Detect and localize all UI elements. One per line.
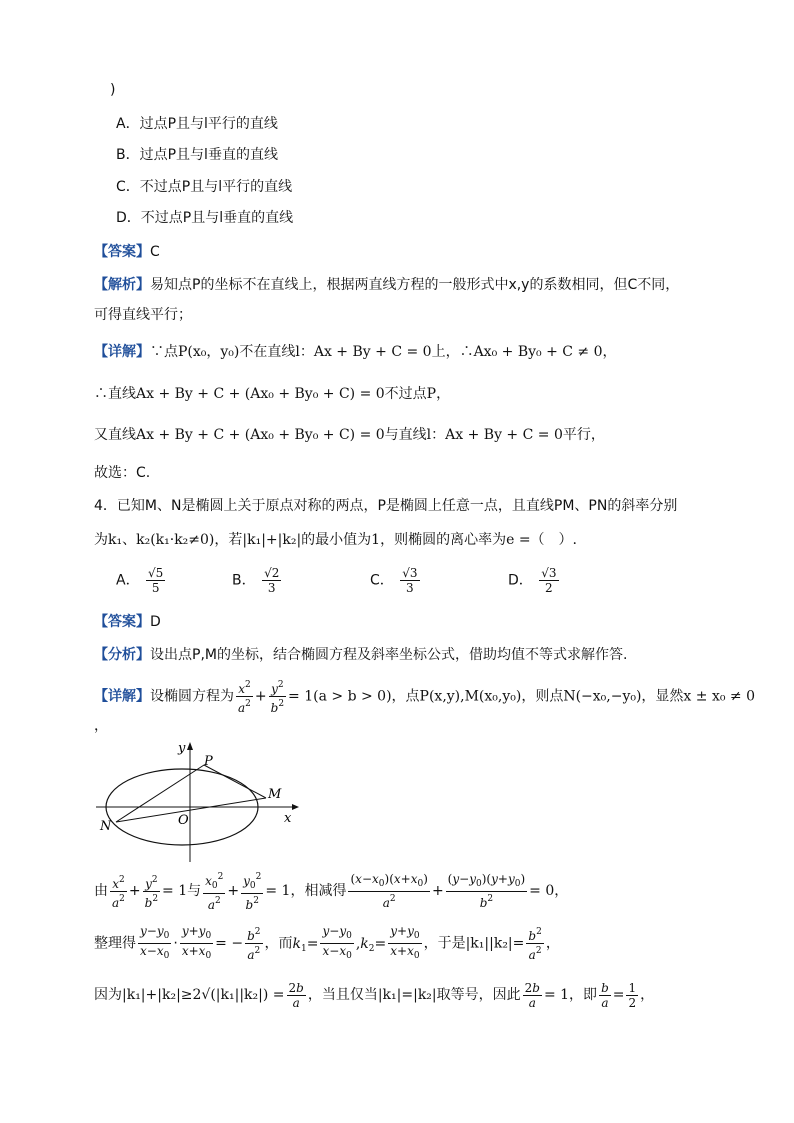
q4-stem-1: 4．已知M、N是椭圆上关于原点对称的两点，P是椭圆上任意一点，且直线PM、PN的斜率分别 — [94, 498, 678, 514]
label-y: y — [178, 741, 186, 756]
label-n: N — [100, 819, 112, 834]
label-x: x — [284, 811, 292, 826]
y-axis-arrow — [187, 742, 193, 750]
detail-line-3: 又直线Ax + By + C + (Ax₀ + By₀ + C) = 0与直线l：Ax + By + C = 0平行， — [94, 427, 605, 443]
detail-line-1: 【详解】∵点P(x₀，y₀)不在直线l：Ax + By + C = 0上，∴Ax₀ + By₀ + C ≠ 0， — [94, 344, 617, 360]
choice-b: B． $\frac{√2}{3}$ — [232, 566, 280, 595]
conclusion: 故选：C. — [94, 465, 151, 481]
q4-detail-line: 【详解】设椭圆方程为 $\frac{x^2}{a^2}$ + $\frac{y^2}{b^2}$ = 1(a > b > 0)，点P(x,y),M(x₀,y₀)，则点N(−x₀,−y₀)，显然x ± x₀ ≠ 0 — [94, 680, 756, 715]
option-a: A．过点P且与l平行的直线 — [116, 116, 278, 132]
label-o: O — [178, 813, 189, 828]
trailing-comma: ， — [94, 718, 108, 734]
ellipse-figure — [92, 738, 302, 868]
choice-c: C． $\frac{√3}{3}$ — [370, 566, 418, 595]
choice-a: A． $\frac{√5}{5}$ — [116, 566, 164, 595]
q4-stem-2: 为k₁、k₂(k₁·k₂≠0)，若|k₁|+|k₂|的最小值为1，则椭圆的离心率为e =（ ）. — [94, 532, 578, 548]
segment-pn — [116, 765, 204, 822]
question-paren: ) — [110, 82, 116, 98]
jiexi-line-2: 可得直线平行； — [94, 307, 192, 323]
option-c: C．不过点P且与l平行的直线 — [116, 179, 293, 195]
option-b: B．过点P且与l垂直的直线 — [116, 147, 278, 163]
choice-d: D． $\frac{√3}{2}$ — [508, 566, 557, 595]
segment-mn — [116, 798, 266, 822]
q4-answer-line: 【答案】D — [94, 614, 161, 630]
option-d: D．不过点P且与l垂直的直线 — [116, 210, 294, 226]
derivation-line-1: 由 $\frac{x^2}{a^2}$ + $\frac{y^2}{b^2}$ = 1与 $\frac{x_0^2}{a^2}$ + $\frac{y_0^2}{b^2}$ = 1，相减得 $\frac{(x-x_0)(x+x_0)}{a^2}$ + $\frac{(y-y_0)(y+y_0)}{b^2}$ = 0， — [94, 872, 569, 912]
answer-line: 【答案】C — [94, 244, 160, 260]
derivation-line-2: 整理得 $\frac{y-y_0}{x-x_0}$ · $\frac{y+y_0}{x+x_0}$ = − $\frac{b^2}{a^2}$ ，而$k_1=$ $\frac{y-y_0}{x-x_0}$ $,k_2=$ $\frac{y+y_0}{x+x_0}$ ，于是|k₁||k₂|= $\frac{b^2}{a^2}$ ， — [94, 924, 560, 962]
fenxi-line: 【分析】设出点P,M的坐标，结合椭圆方程及斜率坐标公式，借助均值不等式求解作答. — [94, 647, 628, 663]
label-m: M — [268, 787, 282, 802]
derivation-line-3: 因为|k₁|+|k₂|≥2√(|k₁||k₂|) = $\frac{2b}{a}$ ，当且仅当|k₁|=|k₂|取等号，因此 $\frac{2b}{a}$ = 1，即 $\frac{b}{a}$ = $\frac{1}{2}$ ， — [94, 980, 655, 1010]
detail-line-2: ∴直线Ax + By + C + (Ax₀ + By₀ + C) = 0不过点P， — [94, 386, 451, 402]
label-p: P — [204, 754, 213, 769]
x-axis-arrow — [292, 804, 299, 810]
jiexi-line-1: 【解析】易知点P的坐标不在直线上，根据两直线方程的一般形式中x,y的系数相同，但C不同， — [94, 277, 680, 293]
segment-pm — [204, 765, 266, 798]
